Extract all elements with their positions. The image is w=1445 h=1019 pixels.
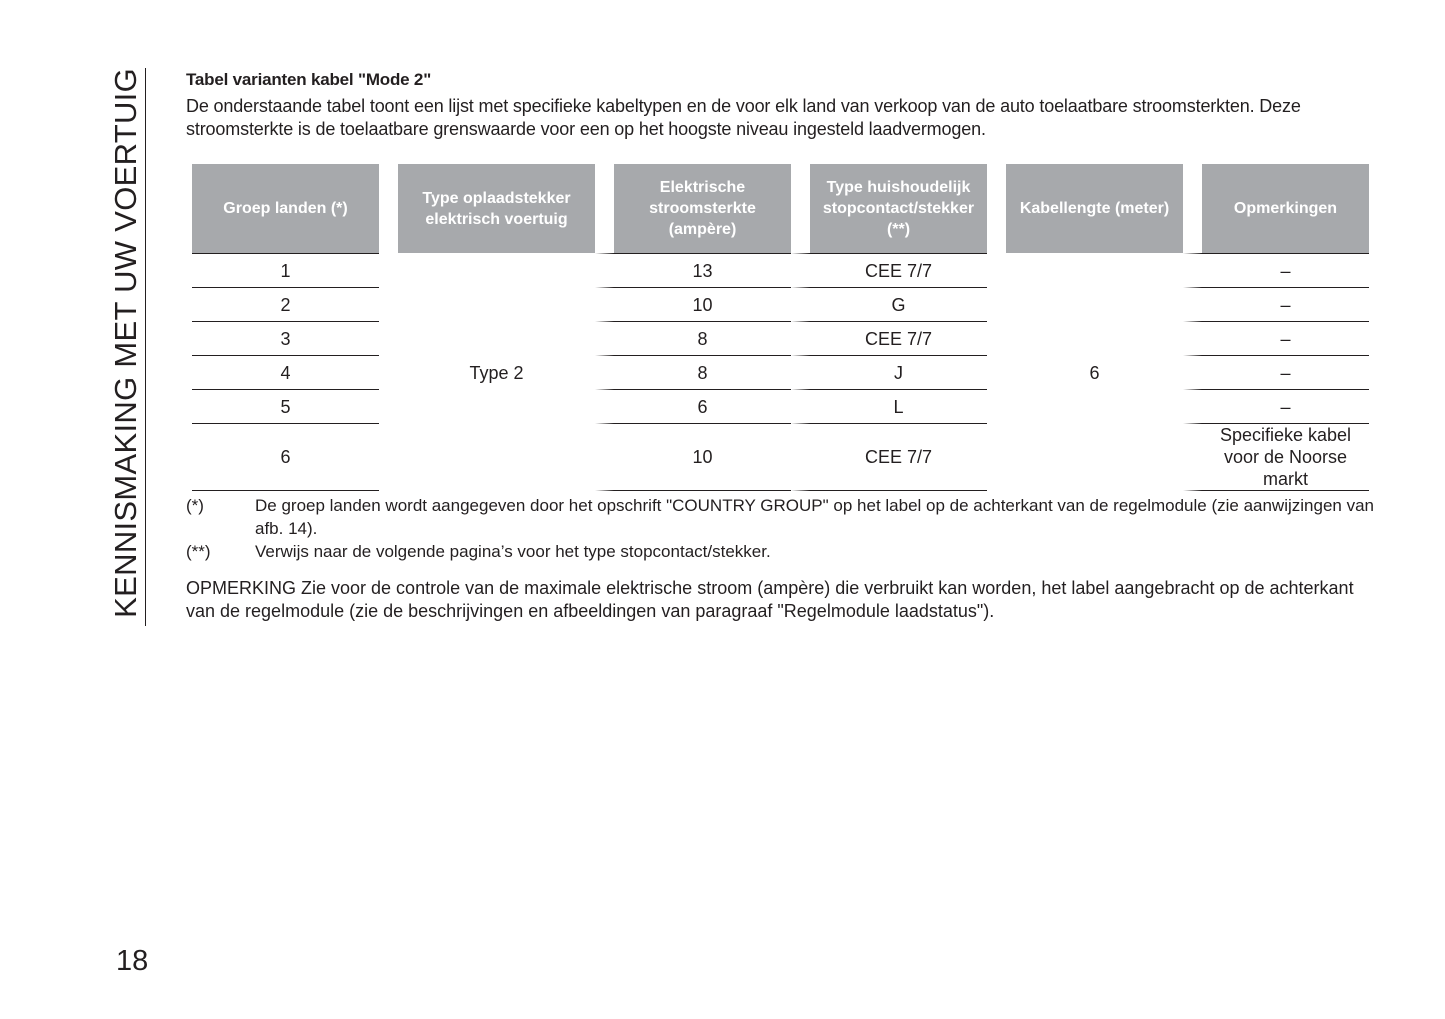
chapter-title-text: KENNISMAKING MET UW VOERTUIG [108, 68, 143, 618]
cell-current: 13 [595, 253, 791, 288]
table-row [192, 253, 1369, 288]
cell-group: 6 [192, 424, 379, 491]
footnote [186, 540, 1376, 563]
cell-group: 2 [192, 288, 379, 322]
cell-socket: J [791, 356, 987, 390]
cell-plug-type: Type 2 [379, 253, 595, 491]
cell-cable-length: 6 [987, 253, 1183, 491]
footnote-mark: (**) [186, 542, 211, 561]
cell-remark: – [1183, 253, 1369, 288]
cell-current: 6 [595, 390, 791, 424]
table-row [192, 424, 1369, 491]
cell-remark: – [1183, 390, 1369, 424]
remark-paragraph: OPMERKING Zie voor de controle van de maximale elektrische stroom (ampère) die verbruikt kan worden, het label aangebracht op de achterkant van de regelmodule (zie de beschrijvingen en afbeeldingen van paragraaf "Regelmodule laadstatus"). [186, 578, 1354, 621]
footnotes [186, 494, 1376, 563]
cell-group: 4 [192, 356, 379, 390]
chapter-divider [145, 68, 146, 626]
chapter-title [104, 68, 148, 626]
cell-socket: CEE 7/7 [791, 253, 987, 288]
footnote [186, 494, 1376, 540]
cell-current: 10 [595, 288, 791, 322]
cell-socket: CEE 7/7 [791, 322, 987, 356]
section-intro [186, 70, 1376, 141]
intro-paragraph: De onderstaande tabel toont een lijst met specifieke kabeltypen en de voor elk land van verkoop van de auto toelaatbare stroomsterkten. Deze stroomsterkte is de toelaatbare grenswaarde voor een op het hoogste niveau ingesteld laadvermogen. [186, 96, 1301, 139]
cell-group: 3 [192, 322, 379, 356]
cell-socket: L [791, 390, 987, 424]
header-current: Elektrische stroomsterkte (ampère) [595, 164, 791, 253]
header-plug-type: Type oplaadstekker elektrisch voertuig [379, 164, 595, 253]
table-row [192, 356, 1369, 390]
footnote-text: De groep landen wordt aangegeven door het opschrift "COUNTRY GROUP" op het label op de achterkant van de regelmodule (zie aanwijzingen van afb. 14). [255, 496, 1374, 538]
header-country-group: Groep landen (*) [192, 164, 379, 253]
cell-group: 1 [192, 253, 379, 288]
footnote-text: Verwijs naar de volgende pagina’s voor het type stopcontact/stekker. [255, 542, 771, 561]
cell-current: 8 [595, 322, 791, 356]
cell-remark: – [1183, 322, 1369, 356]
header-cable-length: Kabellengte (meter) [987, 164, 1183, 253]
cable-variants-table [192, 164, 1369, 491]
cell-remark: – [1183, 356, 1369, 390]
cell-socket: CEE 7/7 [791, 424, 987, 491]
table-row [192, 322, 1369, 356]
cell-current: 10 [595, 424, 791, 491]
section-heading: Tabel varianten kabel "Mode 2" [186, 70, 432, 89]
table-row [192, 288, 1369, 322]
cell-group: 5 [192, 390, 379, 424]
cell-remark: Specifieke kabel voor de Noorse markt [1183, 424, 1369, 491]
table-row [192, 390, 1369, 424]
footnote-mark: (*) [186, 496, 204, 515]
table-header-row [192, 164, 1369, 253]
page-number: 18 [116, 945, 149, 977]
cell-socket: G [791, 288, 987, 322]
cell-current: 8 [595, 356, 791, 390]
header-remarks: Opmerkingen [1183, 164, 1369, 253]
cell-remark: – [1183, 288, 1369, 322]
header-socket-type: Type huishoudelijk stopcontact/stekker (**) [791, 164, 987, 253]
